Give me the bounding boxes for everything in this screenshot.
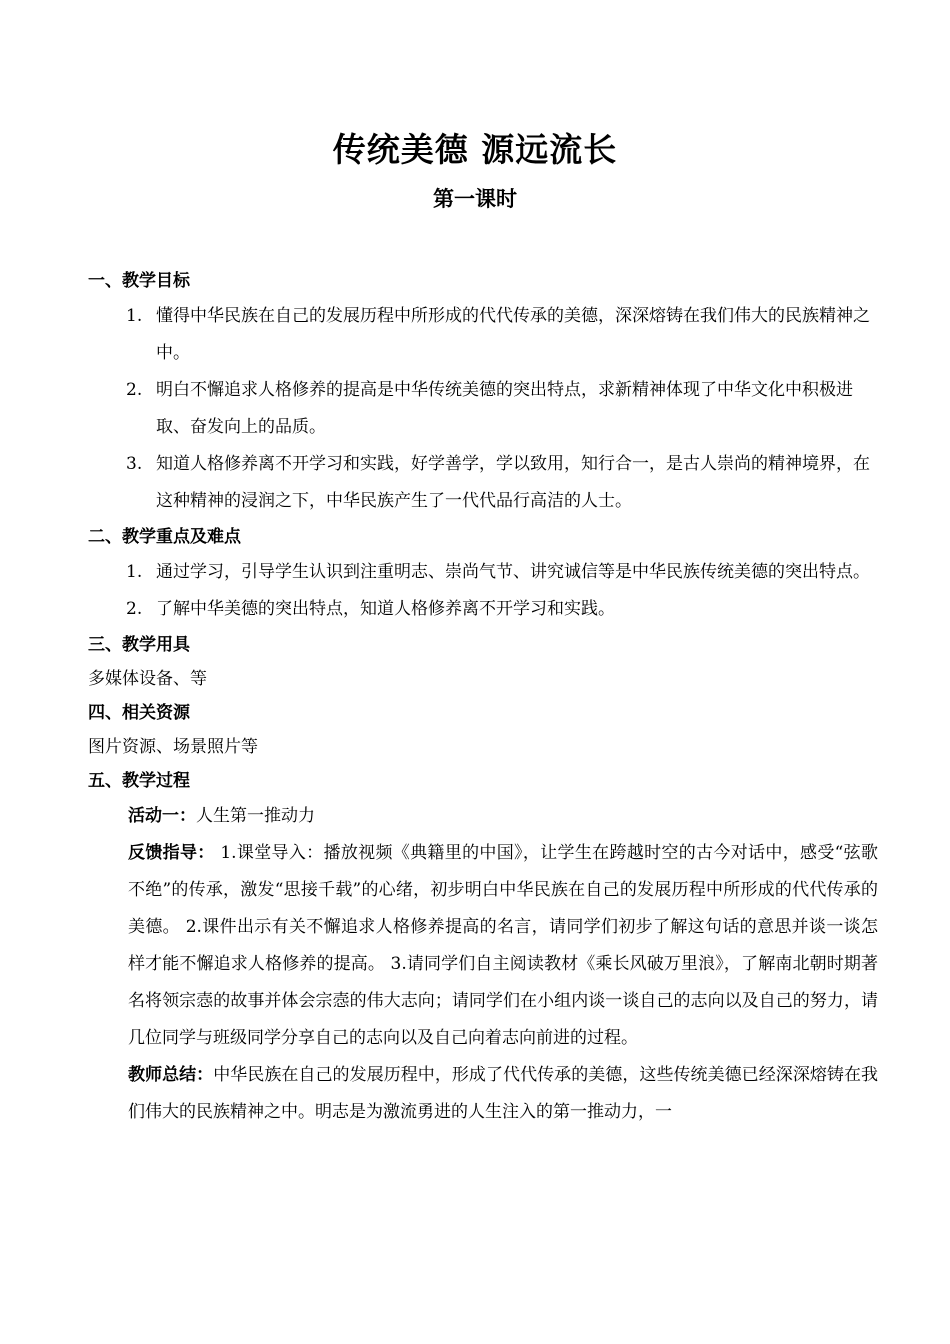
- list-number: 1.: [126, 562, 143, 582]
- activity-line: [88, 798, 878, 835]
- list-item-text: 了解中华美德的突出特点，知道人格修养离不开学习和实践。: [156, 599, 615, 619]
- section-teaching-goals: [88, 264, 878, 520]
- list-item: [88, 554, 878, 591]
- list-item: [88, 446, 878, 520]
- key-point-list: [88, 554, 878, 628]
- section-text: 图片资源、场景照片等: [88, 737, 258, 757]
- section-resources: [88, 696, 878, 764]
- document-subtitle: 第一课时: [433, 186, 517, 211]
- list-item-text: 知道人格修养离不开学习和实践，好学善学，学以致用，知行合一，是古人崇尚的精神境界，在这种精神的浸润之下，中华民族产生了一代代品行高洁的人士。: [156, 454, 870, 511]
- summary-label: 教师总结：: [128, 1065, 214, 1085]
- list-item-text: 懂得中华民族在自己的发展历程中所形成的代代传承的美德，深深熔铸在我们伟大的民族精神之中。: [156, 306, 870, 363]
- section-heading: 四、相关资源: [88, 703, 190, 723]
- section-teaching-process: [88, 764, 878, 1131]
- section-text: 多媒体设备、等: [88, 669, 207, 689]
- feedback-paragraph: [88, 835, 878, 1057]
- list-item: [88, 372, 878, 446]
- list-number: 3.: [126, 454, 143, 474]
- document-body: [88, 264, 878, 1131]
- list-number: 2.: [126, 599, 143, 619]
- list-number: 1.: [126, 306, 143, 326]
- section-key-points: [88, 520, 878, 628]
- section-teaching-tools: [88, 628, 878, 696]
- list-item: [88, 298, 878, 372]
- document-title: 传统美德 源远流长: [332, 130, 618, 169]
- section-heading: 五、教学过程: [88, 771, 190, 791]
- goal-list: [88, 298, 878, 520]
- feedback-label: 反馈指导：: [128, 843, 215, 863]
- section-heading: 三、教学用具: [88, 635, 190, 655]
- activity-text: 人生第一推动力: [196, 806, 315, 826]
- list-item: [88, 591, 878, 628]
- list-item-text: 明白不懈追求人格修养的提高是中华传统美德的突出特点，求新精神体现了中华文化中积极进取、奋发向上的品质。: [156, 380, 853, 437]
- activity-label: 活动一：: [128, 806, 196, 826]
- list-number: 2.: [126, 380, 143, 400]
- list-item-text: 通过学习，引导学生认识到注重明志、崇尚气节、讲究诚信等是中华民族传统美德的突出特点。: [156, 562, 870, 582]
- summary-paragraph: [88, 1057, 878, 1131]
- summary-text: 中华民族在自己的发展历程中，形成了代代传承的美德，这些传统美德已经深深熔铸在我们伟大的民族精神之中。明志是为激流勇进的人生注入的第一推动力，一: [128, 1065, 879, 1122]
- section-heading: 二、教学重点及难点: [88, 527, 241, 547]
- section-heading: 一、教学目标: [88, 271, 190, 291]
- feedback-text: 1.课堂导入：播放视频《典籍里的中国》，让学生在跨越时空的古今对话中，感受“弦歌不绝”的传承，激发“思接千载”的心绪，初步明白中华民族在自己的发展历程中所形成的代代传承的美德。 2.课件出示有关不懈追求人格修养提高的名言，请同学们初步了解这句话的意思并谈一谈怎样才能不懈追求人格修养的提高。 3.请同学们自主阅读教材《乘长风破万里浪》，了解南北朝时期著名将领宗悫的故事并体会宗悫的伟大志向；请同学们在小组内谈一谈自己的志向以及自己的努力，请几位同学与班级同学分享自己的志向以及自己向着志向前进的过程。: [128, 843, 878, 1048]
